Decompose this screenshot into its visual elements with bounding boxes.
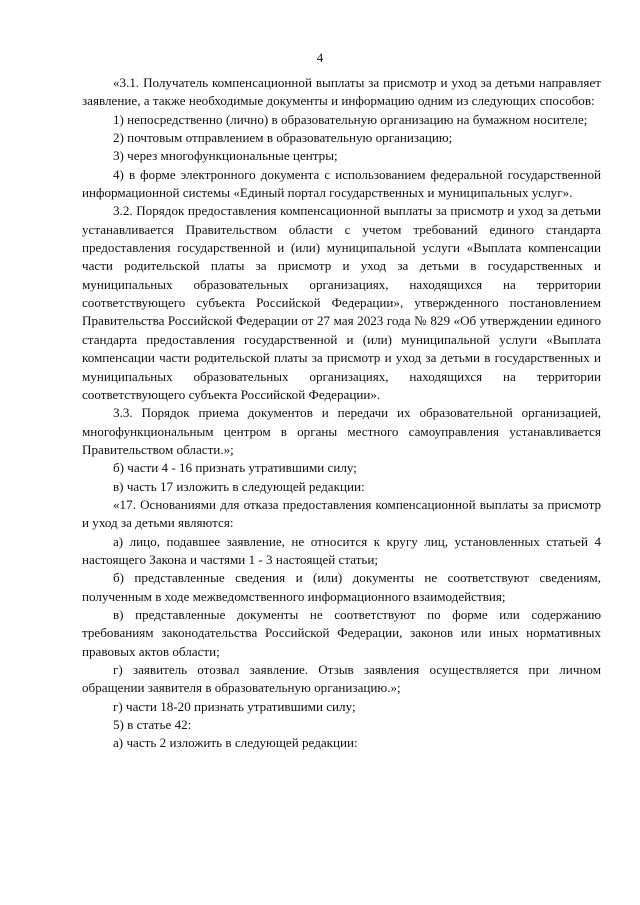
paragraph: 3.3. Порядок приема документов и передачи их образовательной организацией, многофункциональным центром в органы местного самоуправления устанавливается Правительством области.»; (82, 405, 601, 457)
paragraph: в) представленные документы не соответствуют по форме или содержанию требованиям законодательства Российской Федерации, законов или иных нормативных правовых актов области; (82, 606, 601, 659)
paragraph: г) части 18-20 признать утратившими силу; (113, 698, 356, 714)
paragraph: а) часть 2 изложить в следующей редакции: (113, 735, 358, 751)
paragraph: в) часть 17 изложить в следующей редакции: (113, 478, 365, 494)
document-body (82, 74, 601, 753)
paragraph: 3) через многофункциональные центры; (113, 148, 338, 164)
paragraph: 2) почтовым отправлением в образовательную организацию; (113, 130, 453, 146)
paragraph: 3.2. Порядок предоставления компенсационной выплаты за присмотр и уход за детьми устанавливается Правительством области с учетом требований единого стандарта предоставления государственной и (или) муниципальной услуги «Выплата компенсации части родительской платы за присмотр и уход за детьми в государственных и муниципальных образовательных организациях, находящихся на территории соответствующего субъекта Российской Федерации», утвержденного постановлением Правительства Российской Федерации от 27 мая 2023 года № 829 «Об утверждении единого стандарта предоставления государственной и (или) муниципальной услуги «Выплата компенсации части родительской платы за присмотр и уход за детьми в государственных и муниципальных образовательных организациях, находящихся на территории соответствующего субъекта Российской Федерации». (82, 203, 601, 402)
paragraph: «17. Основаниями для отказа предоставления компенсационной выплаты за присмотр и уход за детьми являются: (82, 496, 601, 531)
paragraph: 1) непосредственно (лично) в образовательную организацию на бумажном носителе; (113, 111, 588, 127)
paragraph: б) представленные сведения и (или) документы не соответствуют сведениям, полученным в ходе межведомственного информационного взаимодействия; (82, 570, 601, 604)
paragraph: «3.1. Получатель компенсационной выплаты за присмотр и уход за детьми направляет заявление, а также необходимые документы и информацию одним из следующих способов: (82, 75, 601, 109)
page-number: 4 (316, 50, 324, 65)
paragraph: 5) в статье 42: (113, 717, 192, 733)
paragraph: г) заявитель отозвал заявление. Отзыв заявления осуществляется при личном обращении заявителя в образовательную организацию.»; (82, 662, 601, 696)
paragraph: 4) в форме электронного документа с использованием федеральной государственной информационной системы «Единый портал государственных и муниципальных услуг». (82, 166, 601, 201)
paragraph: б) части 4 - 16 признать утратившими силу; (113, 460, 357, 476)
paragraph: а) лицо, подавшее заявление, не относится к кругу лиц, установленных статьей 4 настоящего Закона и частями 1 - 3 настоящей статьи; (82, 533, 601, 567)
